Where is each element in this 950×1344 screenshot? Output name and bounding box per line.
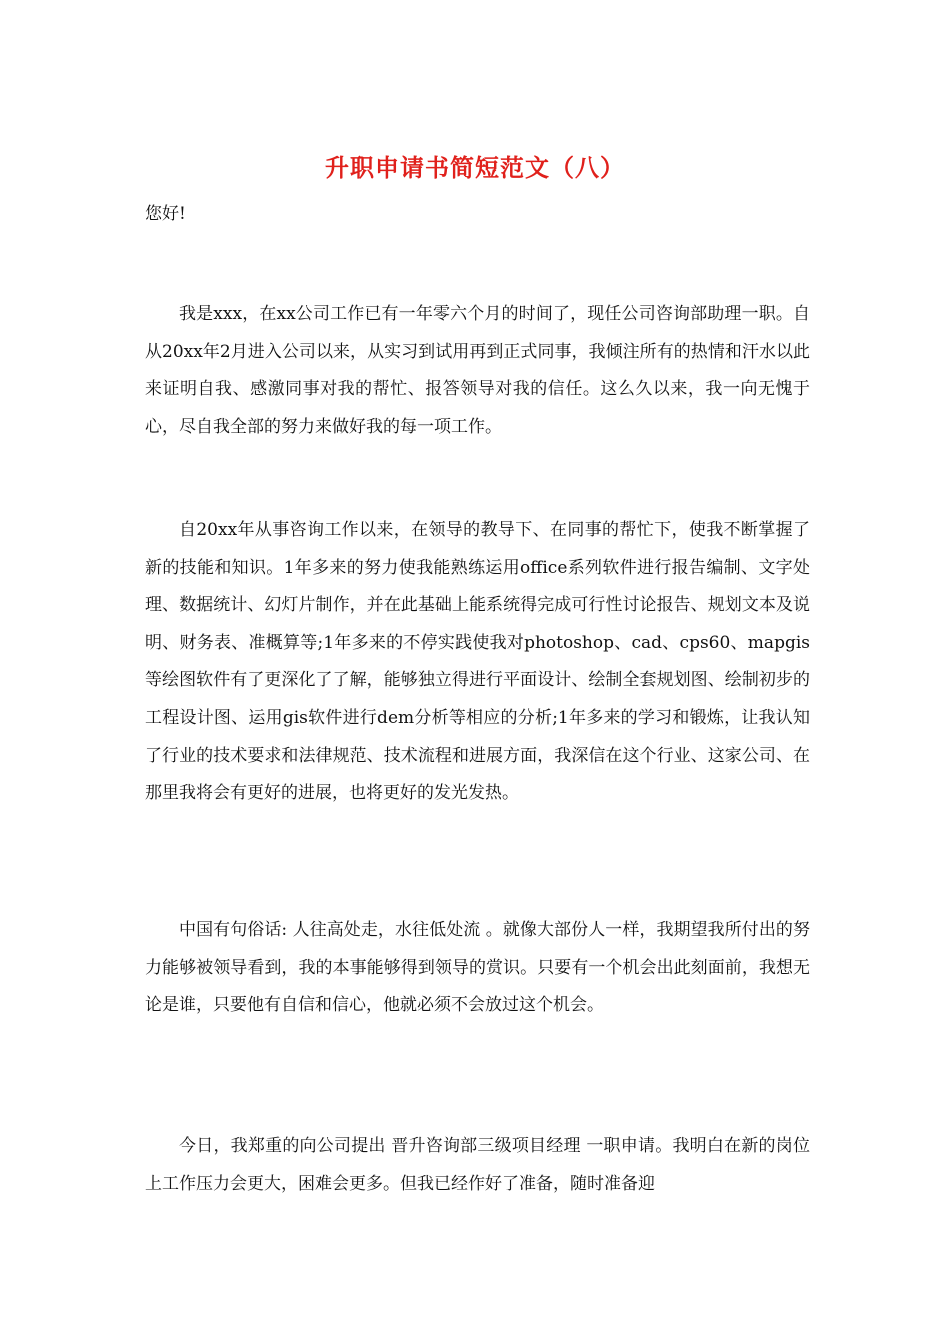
greeting-text: 您好!	[145, 204, 186, 224]
paragraph-4: 今日，我郑重的向公司提出 晋升咨询部三级项目经理 一职申请。我明白在新的岗位上工作压力会更大，困难会更多。但我已经作好了准备，随时准备迎	[145, 1136, 810, 1194]
document-title: 升职申请书简短范文（八）	[325, 153, 625, 182]
paragraph-3: 中国有句俗话: 人往高处走，水往低处流 。就像大部份人一样，我期望我所付出的努力能够被领导看到，我的本事能够得到领导的赏识。只要有一个机会出此刻面前，我想无论是谁，只要他有自信和信心，他就必须不会放过这个机会。	[145, 920, 810, 1016]
paragraph-1: 我是xxx，在xx公司工作已有一年零六个月的时间了，现任公司咨询部助理一职。自从20xx年2月进入公司以来，从实习到试用再到正式同事，我倾注所有的热情和汗水以此来证明自我、感激同事对我的帮忙、报答领导对我的信任。这么久以来，我一向无愧于心，尽自我全部的努力来做好我的每一项工作。	[145, 304, 810, 437]
paragraph-2: 自20xx年从事咨询工作以来，在领导的教导下、在同事的帮忙下，使我不断掌握了新的技能和知识。1年多来的努力使我能熟练运用office系列软件进行报告编制、文字处理、数据统计、幻灯片制作，并在此基础上能系统得完成可行性讨论报告、规划文本及说明、财务表、准概算等;1年多来的不停实践使我对photoshop、cad、cps60、mapgis等绘图软件有了更深化了了解，能够独立得进行平面设计、绘制全套规划图、绘制初步的工程设计图、运用gis软件进行dem分析等相应的分析;1年多来的学习和锻炼，让我认知了行业的技术要求和法律规范、技术流程和进展方面，我深信在这个行业、这家公司、在那里我将会有更好的进展，也将更好的发光发热。	[145, 520, 810, 804]
